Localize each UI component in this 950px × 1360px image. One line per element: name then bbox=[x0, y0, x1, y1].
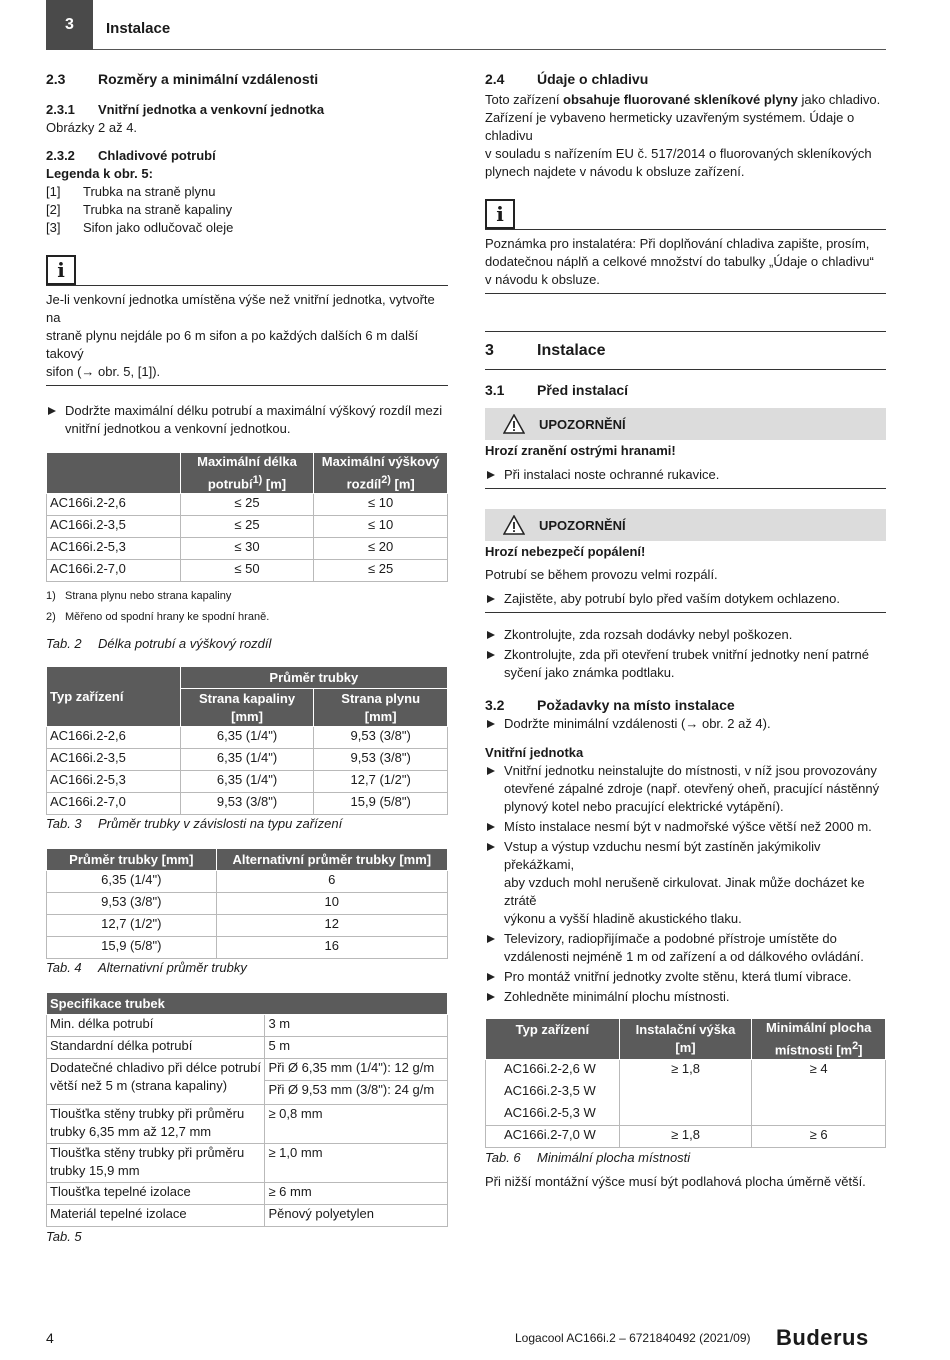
table-row: Min. délka potrubí 3 m bbox=[47, 1015, 448, 1037]
bullet-max-length: Dodržte maximální délku potrubí a maximální výškový rozdíl mezi vnitřní jednotkou a venkovní jednotkou. bbox=[46, 402, 448, 438]
caption-tab-2: Tab. 2 Délka potrubí a výškový rozdíl bbox=[46, 636, 272, 652]
info-box-rule bbox=[46, 385, 448, 386]
footnote-1: 1) Strana plynu nebo strana kapaliny bbox=[46, 590, 232, 603]
table-header-empty bbox=[47, 453, 181, 494]
refrigerant-text-3: v souladu s nařízením EU č. 517/2014 o fluorovaných skleníkových bbox=[485, 146, 872, 161]
warning-label-2: UPOZORNĚNÍ bbox=[539, 517, 626, 533]
table-header-diameter: Průměr trubky [mm] bbox=[47, 849, 217, 871]
warning-bar-1 bbox=[485, 408, 886, 440]
info-box-header bbox=[46, 255, 448, 286]
warning-bar-2 bbox=[485, 509, 886, 541]
section-3-2-heading: 3.2 Požadavky na místo instalace bbox=[485, 697, 735, 713]
caption-tab-6: Tab. 6 Minimální plocha místnosti bbox=[485, 1150, 691, 1166]
table-row: 12,7 (1/2") 12 bbox=[47, 915, 448, 937]
bullet-indoor-1: Vnitřní jednotku neinstalujte do místnosti, v níž jsou provozovány otevřené zápalné zdroje (např. otevřený oheň, pracující nástěnný plynový kotel nebo pracující elektrické vytápění). bbox=[485, 762, 886, 816]
chapter-number-box bbox=[46, 0, 93, 50]
caption-tab-4: Tab. 4 Alternativní průměr trubky bbox=[46, 960, 247, 976]
caption-tab-5: Tab. 5 bbox=[46, 1229, 82, 1245]
bullet-check-vacuum: Zkontrolujte, zda při otevření trubek vnitřní jednotky není patrné syčení jako známka podtlaku. bbox=[485, 646, 886, 682]
table-row: 6,35 (1/4") 6 bbox=[47, 871, 448, 893]
bullet-gloves: Při instalaci noste ochranné rukavice. bbox=[485, 466, 886, 484]
table-header-spec: Specifikace trubek bbox=[47, 993, 448, 1015]
table-header-gas: Strana plynu [mm] bbox=[314, 689, 448, 727]
table-row: 9,53 (3/8") 10 bbox=[47, 893, 448, 915]
table-alt-diameter bbox=[46, 848, 448, 959]
table-row: Standardní délka potrubí 5 m bbox=[47, 1037, 448, 1059]
section-2-4-heading: 2.4 Údaje o chladivu bbox=[485, 71, 649, 87]
bullet-cool-pipes: Zajistěte, aby potrubí bylo před vaším dotykem ochlazeno. bbox=[485, 590, 886, 608]
table-pipe-spec bbox=[46, 992, 448, 1227]
section-2-3-2-heading: 2.3.2 Chladivové potrubí bbox=[46, 148, 216, 163]
table-row: Materiál tepelné izolace Pěnový polyetylen bbox=[47, 1205, 448, 1227]
table-header-liquid: Strana kapaliny [mm] bbox=[180, 689, 314, 727]
refrigerant-text-4: plynech najdete v návodu k obsluze zařízení. bbox=[485, 164, 745, 179]
installer-note: Poznámka pro instalatéra: Při doplňování chladiva zapište, prosím, dodatečnou náplň a celkové množství do tabulky „Údaje o chladivu“ v návodu k obsluze. bbox=[485, 236, 874, 287]
footnote-2: 2) Měřeno od spodní hrany ke spodní hraně. bbox=[46, 611, 270, 624]
bullet-indoor-6: Zohledněte minimální plochu místnosti. bbox=[485, 988, 886, 1006]
bullet-indoor-2: Místo instalace nesmí být v nadmořské výšce větší než 2000 m. bbox=[485, 818, 886, 836]
table-row: AC166i.2-2,6 ≤ 25 ≤ 10 bbox=[47, 494, 448, 516]
section-3-rule bbox=[485, 369, 886, 370]
document-id: Logacool AC166i.2 – 6721840492 (2021/09) bbox=[515, 1331, 751, 1345]
table-row: Tloušťka stěny trubky při průměru trubky 6,35 mm až 12,7 mm ≥ 0,8 mm bbox=[47, 1105, 448, 1144]
table-row: 15,9 (5/8") 16 bbox=[47, 937, 448, 959]
bullet-check-delivery: Zkontrolujte, zda rozsah dodávky nebyl poškozen. bbox=[485, 626, 886, 644]
legend-item: [3] Sifon jako odlučovač oleje bbox=[46, 220, 234, 235]
table-row: AC166i.2-2,6 W ≥ 1,8 ≥ 4 bbox=[486, 1060, 886, 1082]
warning-1-rule bbox=[485, 488, 886, 489]
info-box-rule bbox=[485, 293, 886, 294]
table-header-type: Typ zařízení bbox=[486, 1019, 620, 1060]
info-icon: i bbox=[46, 255, 76, 285]
right-column bbox=[485, 71, 886, 1191]
indoor-unit-title: Vnitřní jednotka bbox=[485, 745, 584, 760]
page-number: 4 bbox=[46, 1330, 54, 1346]
table-row: AC166i.2-3,5 W bbox=[486, 1082, 886, 1104]
table-header-type: Typ zařízení bbox=[47, 667, 181, 727]
bullet-indoor-5: Pro montáž vnitřní jednotky zvolte stěnu, která tlumí vibrace. bbox=[485, 968, 886, 986]
warning-2-rule bbox=[485, 612, 886, 613]
room-area-note: Při nižší montážní výšce musí být podlahová plocha úměrně větší. bbox=[485, 1174, 866, 1190]
table-row: Dodatečné chladivo při délce potrubí větší než 5 m (strana kapaliny) Při Ø 6,35 mm (1/4"): 12 g/m Při Ø 9,53 mm (3/8"): 24 g/m bbox=[47, 1059, 448, 1105]
section-2-3-1-heading: 2.3.1 Vnitřní jednotka a venkovní jednotka bbox=[46, 102, 325, 117]
bullet-min-distances: Dodržte minimální vzdálenosti (→ obr. 2 až 4). bbox=[485, 715, 886, 733]
warning-icon bbox=[503, 515, 525, 535]
section-3-1-heading: 3.1 Před instalací bbox=[485, 382, 629, 398]
legend-list bbox=[46, 183, 448, 237]
info-icon: i bbox=[485, 199, 515, 229]
legend-item: [2] Trubka na straně kapaliny bbox=[46, 202, 233, 217]
warning-icon bbox=[503, 414, 525, 434]
chapter-rule bbox=[485, 331, 886, 332]
section-2-3-1-text: Obrázky 2 až 4. bbox=[46, 120, 138, 135]
bullet-indoor-3: Vstup a výstup vzduchu nesmí být zastíněn jakýmikoliv překážkami, aby vzduch mohl nerušeně cirkulovat. Jinak může docházet ke ztrátě výkonu a vyšší hladině akustického tlaku. bbox=[485, 838, 886, 928]
table-header-max-height: Maximální výškový rozdíl$^{2)}$ [m] bbox=[314, 453, 448, 494]
section-2-3-heading: 2.3 Rozměry a minimální vzdálenosti bbox=[46, 71, 319, 87]
table-row: AC166i.2-5,3 6,35 (1/4") 12,7 (1/2") bbox=[47, 771, 448, 793]
table-row: Tloušťka stěny trubky při průměru trubky 15,9 mm ≥ 1,0 mm bbox=[47, 1144, 448, 1183]
info-note: Je-li venkovní jednotka umístěna výše než vnitřní jednotka, vytvořte na straně plynu nejdále po 6 m sifon a po každých dalších 6 m další takový sifon (→ obr. 5, [1]). bbox=[46, 292, 435, 379]
table-header-diameter: Průměr trubky bbox=[180, 667, 447, 689]
table-header-max-length: Maximální délka potrubí$^{1)}$ [m] bbox=[180, 453, 314, 494]
table-row: AC166i.2-5,3 W bbox=[486, 1104, 886, 1126]
info-box-header bbox=[485, 199, 886, 230]
refrigerant-text-1: Toto zařízení obsahuje fluorované skleníkové plyny jako chladivo. bbox=[485, 92, 881, 107]
table-row: AC166i.2-3,5 6,35 (1/4") 9,53 (3/8") bbox=[47, 749, 448, 771]
table-row: AC166i.2-7,0 ≤ 50 ≤ 25 bbox=[47, 560, 448, 582]
table-pipe-diameter bbox=[46, 666, 448, 815]
table-row: AC166i.2-3,5 ≤ 25 ≤ 10 bbox=[47, 516, 448, 538]
table-min-room-area bbox=[485, 1018, 886, 1148]
chapter-number: 3 bbox=[65, 16, 74, 33]
bullet-indoor-4: Televizory, radiopřijímače a podobné přístroje umístěte do vzdálenosti nejméně 1 m od zařízení a od dálkového ovládání. bbox=[485, 930, 886, 966]
legend-item: [1] Trubka na straně plynu bbox=[46, 184, 216, 199]
table-row: Tloušťka tepelné izolace ≥ 6 mm bbox=[47, 1183, 448, 1205]
section-3-heading: 3 Instalace bbox=[485, 342, 606, 359]
table-header-install-height: Instalační výška [m] bbox=[619, 1019, 752, 1060]
table-row: AC166i.2-7,0 W ≥ 1,8 ≥ 6 bbox=[486, 1126, 886, 1148]
header-rule bbox=[93, 49, 886, 50]
table-row: AC166i.2-2,6 6,35 (1/4") 9,53 (3/8") bbox=[47, 727, 448, 749]
refrigerant-text-2: Zařízení je vybaveno hermeticky uzavřeným systémem. Údaje o chladivu bbox=[485, 110, 855, 143]
chapter-title: Instalace bbox=[106, 20, 171, 37]
table-pipe-length bbox=[46, 452, 448, 582]
table-header-min-area: Minimální plocha místnosti $[m^2]$ bbox=[752, 1019, 886, 1060]
left-column bbox=[46, 71, 448, 1244]
warning-label-1: UPOZORNĚNÍ bbox=[539, 416, 626, 432]
table-row: AC166i.2-7,0 9,53 (3/8") 15,9 (5/8") bbox=[47, 793, 448, 815]
legend-title: Legenda k obr. 5: bbox=[46, 166, 153, 181]
warning-title-1: Hrozí zranění ostrými hranami! bbox=[485, 443, 676, 458]
warning-text-2: Potrubí se během provozu velmi rozpálí. bbox=[485, 567, 718, 582]
table-row: AC166i.2-5,3 ≤ 30 ≤ 20 bbox=[47, 538, 448, 560]
warning-title-2: Hrozí nebezpečí popálení! bbox=[485, 544, 646, 559]
caption-tab-3: Tab. 3 Průměr trubky v závislosti na typu zařízení bbox=[46, 816, 343, 832]
brand-logo: Buderus bbox=[776, 1325, 869, 1350]
table-header-alt-diameter: Alternativní průměr trubky [mm] bbox=[216, 849, 447, 871]
